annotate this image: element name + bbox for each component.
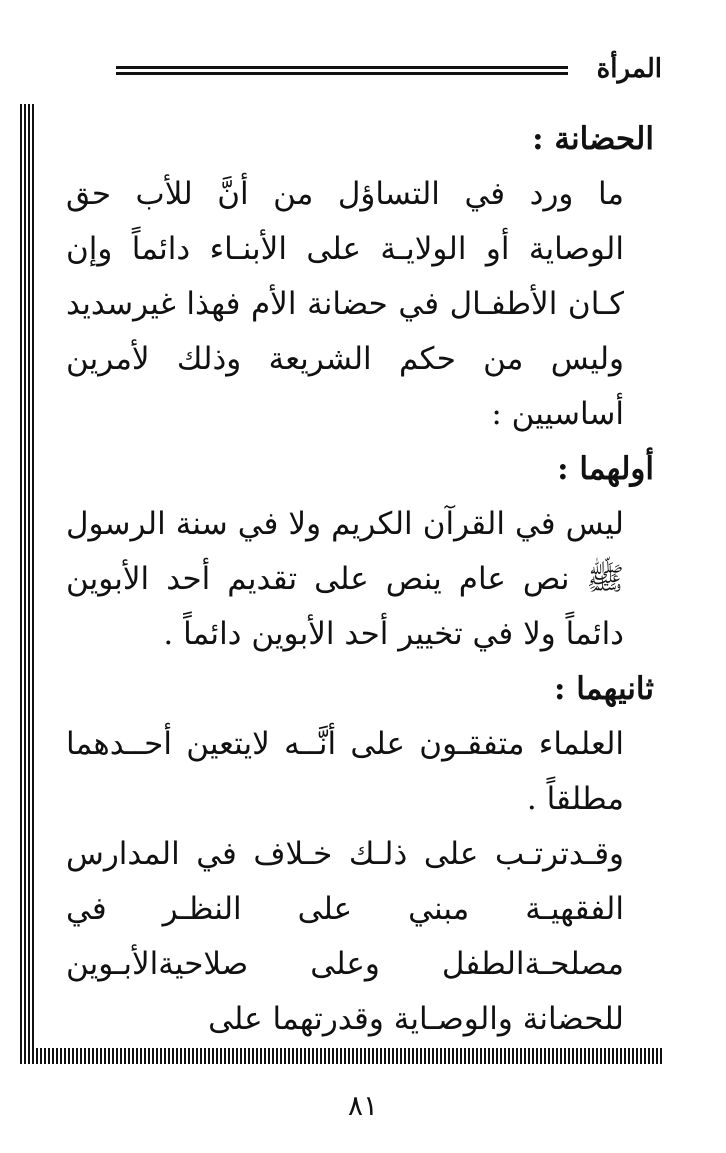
heading-first: أولهما :: [557, 451, 654, 487]
paragraph-first-reason: ليس في القرآن الكريم ولا في سنة الرسول ﷺ نص عام ينص على تقديم أحد الأبوين دائماً ولا في تخيير أحد الأبوين دائماً .: [66, 506, 624, 652]
frame-left-border: [20, 104, 36, 1064]
heading-second: ثانيهما :: [554, 671, 654, 707]
section-heading-custody: الحضانة :: [532, 121, 654, 157]
header-title: المرأة: [596, 54, 662, 84]
paragraph-consequence: وقـدترتـب على ذلـك خـلاف في المدارس الفقهيـة مبني على النظـر في مصلحـةالطفل وعلى صلاحيةالأبـوين للحضانة والوصـاية وقدرتهما على: [66, 836, 624, 1037]
page-number: ٨١: [347, 1089, 379, 1122]
paragraph-question: ما ورد في التساؤل من أنَّ للأب حق الوصاية أو الولايـة على الأبنـاء دائماً وإن كـان الأطفـال في حضانة الأم فهذا غيرسديد وليس من حكم الشريعة وذلك لأمرين أساسيين :: [66, 176, 624, 432]
header-rule: [116, 66, 568, 75]
frame-bottom-border: [20, 1048, 664, 1064]
body-text: [66, 112, 654, 1047]
running-header: [116, 52, 662, 86]
paragraph-second-reason: العلماء متفقـون على أنَّــه لايتعين أحــدهما مطلقاً .: [66, 726, 624, 817]
